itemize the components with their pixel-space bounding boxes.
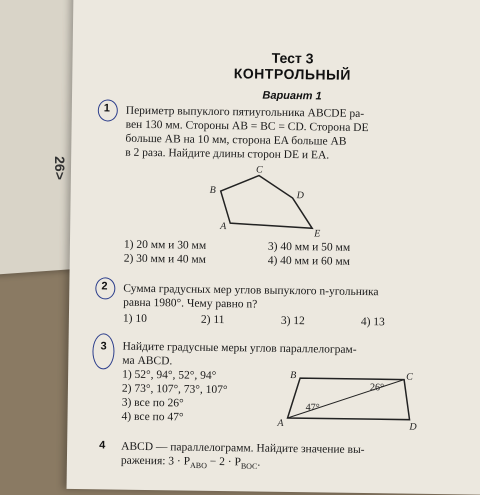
task-1-number: 1 [103, 102, 111, 115]
task-2-text [123, 282, 443, 314]
task-4-sub-abo: ABO [189, 460, 207, 471]
pentagon-shape [220, 175, 313, 228]
parallelogram-label-c: C [406, 371, 413, 383]
task-1-line-3: больше AB на 10 мм, сторона EA больше AB [125, 132, 347, 148]
task-1-option-2: 2) 30 мм и 40 мм [123, 252, 207, 266]
task-1-line-1: Периметр выпуклого пятиугольника ABCDE ра- [125, 104, 365, 121]
test-type: КОНТРОЛЬНЫЙ [233, 65, 351, 83]
task-1-text [125, 104, 426, 164]
task-2-option-3: 3) 12 [280, 314, 305, 328]
task-1-line-4: в 2 раза. Найдите длины сторон DE и EA. [125, 146, 330, 162]
task-4-expr-part-1: ражения: 3 · P [120, 454, 191, 468]
task-3-option-2: 2) 73°, 107°, 73°, 107° [121, 382, 228, 397]
parallelogram-shape [288, 378, 411, 420]
task-4-expr-end: . [257, 456, 261, 469]
pentagon-figure [200, 163, 331, 243]
task-2-line-1: Сумма градусных мер углов выпуклого n-угольника [123, 282, 379, 299]
parallelogram-label-d: D [409, 421, 417, 433]
parallelogram-label-a: A [277, 417, 284, 429]
task-1-option-3: 3) 40 мм и 50 мм [267, 240, 351, 254]
pentagon-label-b: B [209, 184, 216, 196]
pentagon-label-d: D [296, 190, 304, 202]
parallelogram-figure [275, 366, 426, 434]
pentagon-label-a: A [220, 221, 227, 233]
parallelogram-diagonal [288, 378, 405, 420]
test-number: Тест 3 [271, 49, 314, 67]
task-3-number: 3 [100, 340, 107, 353]
task-4-expr-part-2: − 2 · P [206, 455, 242, 469]
pentagon-label-e: E [314, 228, 321, 240]
task-4-text [121, 440, 441, 477]
test-page [67, 0, 480, 495]
task-3-line-2: ма ABCD. [122, 354, 173, 368]
task-4-line-1: ABCD — параллелограмм. Найдите значение вы- [121, 440, 365, 457]
task-1-options-left [124, 238, 207, 267]
task-4-line-2 [121, 454, 441, 477]
task-1-option-1: 1) 20 мм и 30 мм [123, 238, 207, 252]
parallelogram-label-b: B [290, 370, 297, 382]
task-3-options [121, 368, 227, 425]
task-3-option-3: 3) все по 26° [121, 396, 184, 410]
task-4-sub-boc: BOC [240, 461, 258, 471]
task-3-line-1: Найдите градусные меры углов параллелограм- [122, 340, 357, 356]
task-2-line-2: равна 1980°. Чему равно n? [123, 296, 258, 311]
task-2-option-4: 4) 13 [360, 315, 385, 329]
variant-title: Вариант 1 [262, 89, 322, 103]
task-3-option-4: 4) все по 47° [121, 410, 184, 424]
task-2-number: 2 [101, 280, 108, 293]
task-1-line-2: вен 130 мм. Стороны AB = BC = CD. Сторона DE [125, 118, 369, 135]
angle-label-26: 26° [369, 382, 385, 394]
task-2-option-1: 1) 10 [122, 312, 147, 326]
side-sheet-label: 26> [51, 156, 68, 180]
pentagon-label-c: C [255, 164, 263, 176]
task-3-option-1: 1) 52°, 94°, 52°, 94° [122, 368, 217, 382]
angle-label-47: 47° [305, 402, 320, 414]
task-2-option-2: 2) 11 [200, 313, 225, 327]
task-1-options-right [268, 240, 351, 269]
task-1-option-4: 4) 40 мм и 60 мм [267, 254, 351, 268]
task-4-number: 4 [99, 439, 106, 452]
